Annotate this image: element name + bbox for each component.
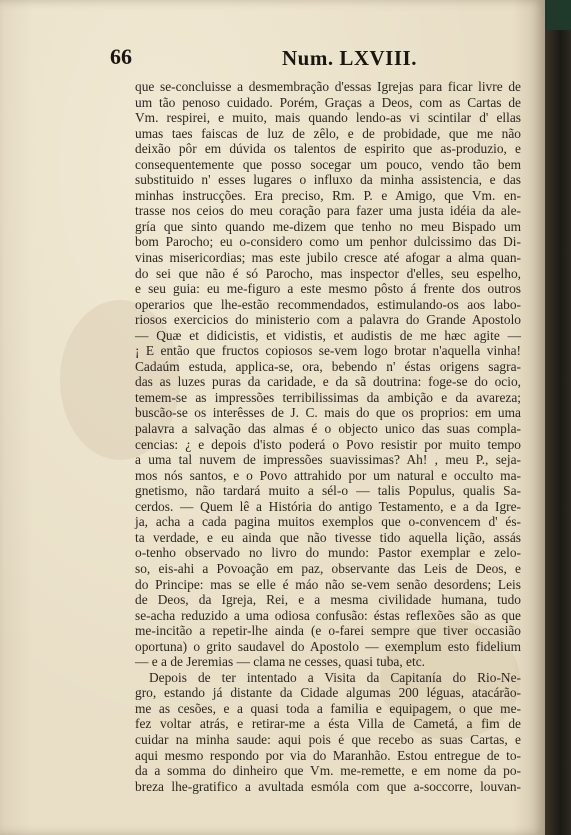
page-number: 66 [110, 44, 132, 69]
text-line: trasse nos ceios do meu coração para fazer uma justa idéia da ale- [135, 203, 521, 219]
text-line: cencias: ¿ e depois d'isto poderá o Povo resistir por muito tempo [135, 436, 521, 452]
text-line: se-acha reduzido a uma odiosa confusão: éstas reflexões são as que [135, 607, 521, 623]
text-line: me-incitão a repetir-lhe ainda (e o-farei sempre que tiver occasião [135, 623, 521, 639]
text-line: oportuna) o grito saudavel do Apostolo — exemplum esto fidelium [135, 638, 521, 654]
text-line: cerdos. — Quem lê a História do antigo Testamento, e a da Igre- [135, 498, 521, 514]
text-line: a uma tal nuvem de impressões suavissimas? Ah! , meu P., seja- [135, 452, 521, 468]
text-line: vinas misericordias; mas este jubilo cresce até afogar a alma quan- [135, 250, 521, 266]
text-line: gnetismo, não tardará muito a sél-o — talis Populus, qualis Sa- [135, 483, 521, 499]
text-line: do Principe: mas se elle é máo não se-vem senão desordens; Leis [135, 576, 521, 592]
page-tab [545, 0, 571, 30]
text-line: ta verdade, e eu ainda que não tivesse tido aquella lição, assás [135, 529, 521, 545]
text-line: consequentemente que posso socegar um pouco, vendo tão bem [135, 156, 521, 172]
text-line: fez voltar atrás, e retirar-me a ésta Villa de Cametá, a fim de [135, 716, 521, 732]
text-line: mos nós santos, e o Povo attrahido por um natural e occulto ma- [135, 467, 521, 483]
book-edge [545, 0, 571, 835]
body-text [135, 79, 521, 794]
text-line: Cadaúm estuda, applica-se, ora, bebendo n' éstas origens sagra- [135, 358, 521, 374]
text-line: Vm. respirei, e muito, mais quando lendo-as vi scintilar d' ellas [135, 110, 521, 126]
text-line: substituido n' esses lugares o influxo da minha assistencia, e das [135, 172, 521, 188]
text-line: — e a de Jeremias — clama ne cesses, quasi tuba, etc. [135, 654, 426, 670]
text-line: gría que sinto quando me-dizem que tenho no meu Bispado um [135, 218, 521, 234]
text-line: de Deos, da Igreja, Rei, e a mesma civilidade humana, tudo [135, 592, 521, 608]
text-line: do sei que não é só Parocho, mas inspector d'elles, seu espelho, [135, 265, 521, 281]
text-line: — Quæ et didicistis, et vidistis, et audistis de me hæc agite — [135, 327, 521, 343]
text-line: umas taes faiscas de luz de zêlo, e de probidade, que me não [135, 125, 521, 141]
text-line: das as luzes puras da caridade, e da sã doutrina: foge-se do ocio, [135, 374, 521, 390]
text-line: so, eis-ahi a Povoação em paz, observante das Leis de Deos, e [135, 560, 521, 576]
text-line: da a somma do dinheiro que Vm. me-remette, e em nome da po- [135, 763, 521, 779]
text-line: cuidar na minha saude: aqui pois é que recebo as suas Cartas, e [135, 731, 521, 747]
text-line: buscão-se os interêsses de J. C. mais do que os proprios: em uma [135, 405, 521, 421]
text-line: e seu guia: eu me-figuro a este mesmo pôsto á frente dos outros [135, 281, 521, 297]
text-line: o-tenho observado no livro do mundo: Pastor exemplar e zelo- [135, 545, 521, 561]
text-line: Depois de ter intentado a Visita da Capitanía do Rio-Ne- [149, 669, 521, 685]
text-line: bom Parocho; eu o-considero como um penhor dulcissimo das Di- [135, 234, 521, 250]
text-line: ja, acha a cada pagina muitos exemplos que o-convencem d' és- [135, 514, 521, 530]
text-line: breza lhe-gratifico a avultada esmóla com que a-soccorre, louvan- [135, 778, 521, 794]
text-line: ¡ E então que fructos copiosos se-vem logo brotar n'aquella vinha! [135, 343, 521, 359]
text-line: minhas instrucções. Era preciso, Rm. P. e Amigo, que Vm. en- [135, 187, 521, 203]
text-line: aqui mesmo respondo por via do Maranhão. Estou entregue de to- [135, 747, 521, 763]
text-line: temem-se as impressões terribilissimas da ambição e da avareza; [135, 389, 521, 405]
text-line: gro, estando já distante da Cidade algumas 200 léguas, atacárão- [135, 685, 521, 701]
running-title: Num. LXVIII. [282, 46, 417, 70]
page-header [0, 42, 545, 72]
text-line: me as cesões, e a quasi toda a familia e equipagem, o que me- [135, 700, 521, 716]
text-line: um tão penoso cuidado. Porém, Graças a Deos, com as Cartas de [135, 94, 521, 110]
text-line: riosos exercicios do ministerio com a palavra do Grande Apostolo [135, 312, 521, 328]
text-line: palavra a salvação das almas é o objecto unico das suas compla- [135, 421, 521, 437]
text-line: que se-concluisse a desmembração d'essas Igrejas para ficar livre de [135, 79, 521, 94]
text-line: operarios que lhe-estão recommendados, estimulando-os aos labo- [135, 296, 521, 312]
text-line: deixão pôr em dúvida os talentos de espirito que as-produzio, e [135, 141, 521, 157]
